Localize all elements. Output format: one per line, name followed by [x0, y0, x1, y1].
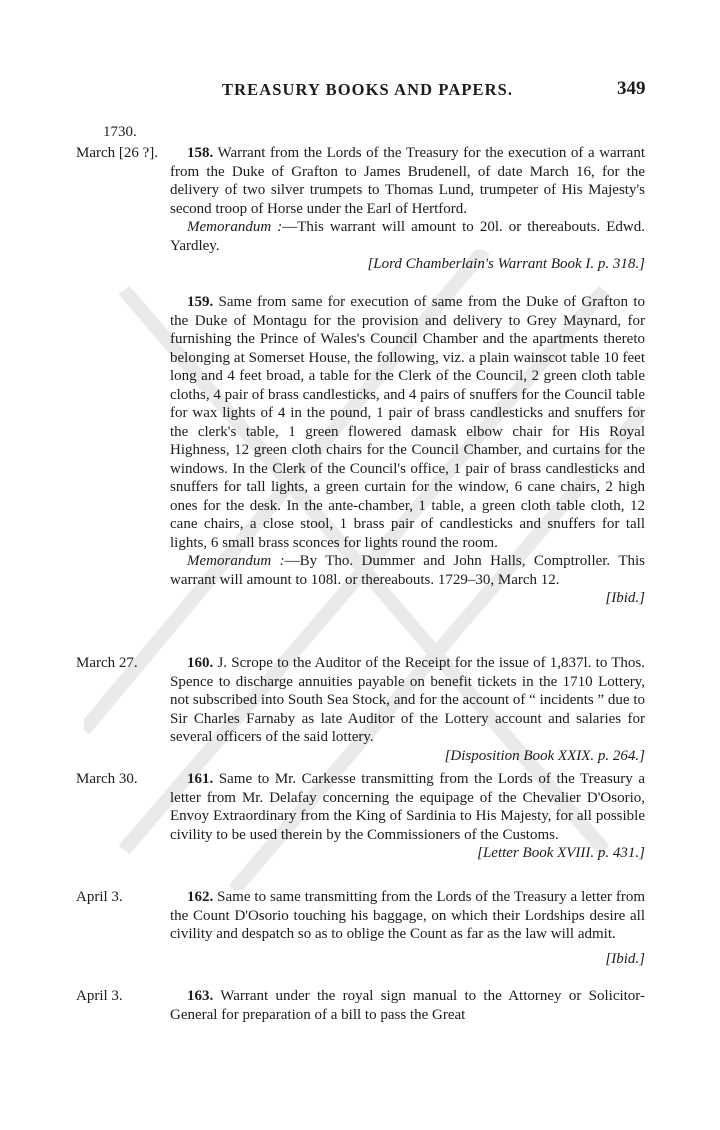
year-marker: 1730. [103, 124, 137, 140]
page-header [0, 76, 720, 106]
entry-text: Same to Mr. Carkesse transmitting from the Lords of the Treasury a letter from Mr. Delafay concerning the equipage of the Chevalier D'Osorio, Envoy Extraordinary from the King of Sardinia to His Majesty, for all possible civility to be used therein by the Commissioners of the Customs. [170, 771, 645, 843]
source-reference: [Lord Chamberlain's Warrant Book I. p. 318.] [367, 256, 645, 272]
entry-body [170, 888, 645, 968]
entry-body [170, 770, 645, 863]
source-reference: [Ibid.] [605, 590, 645, 606]
entry-body [170, 144, 645, 274]
entry-text: Same to same transmitting from the Lords of the Treasury a letter from the Count D'Osorio touching his baggage, on which their Lordships desire all civility and despatch so as to oblige the Count as far as the law will admit. [170, 889, 645, 942]
source-reference: [Letter Book XVIII. p. 431.] [477, 845, 645, 861]
entry-number: 161. [187, 771, 214, 787]
entry-number: 163. [187, 988, 214, 1004]
memo-label: Memorandum : [187, 219, 283, 235]
entry-body [170, 654, 645, 765]
entry-body [170, 987, 645, 1024]
entry-date: March 27. [76, 655, 138, 671]
running-head: TREASURY BOOKS AND PAPERS. [222, 80, 514, 99]
entry-number: 162. [187, 889, 214, 905]
entry-date: March [26 ?]. [76, 145, 159, 161]
entry-number: 159. [187, 294, 214, 310]
source-reference: [Ibid.] [605, 950, 645, 967]
page-number: 349 [617, 78, 646, 99]
entry-text: Warrant from the Lords of the Treasury for the execution of a warrant from the Duke of Grafton to James Brudenell, of date March 16, for the delivery of two silver trumpets to Thomas Lund, trumpeter of His Majesty's second troop of Horse under the Earl of Hertford. [170, 145, 645, 217]
memo-text: —By Tho. Dummer and John Halls, Comptroller. This warrant will amount to 108l. or thereabouts. 1729–30, March 12. [170, 553, 645, 588]
entry-number: 160. [187, 655, 214, 671]
entry-text: Same from same for execution of same from the Duke of Grafton to the Duke of Montagu for the provision and delivery to Grey Maynard, for furnishing the Prince of Wales's Council Chamber and the apartments thereto belonging at Somerset House, the following, viz. a plain wainscot table 10 feet long and 4 feet broad, a table for the Clerk of the Council, 2 green cloth table cloths, 4 pair of brass candlesticks, and 4 pairs of snuffers for the Council table for wax lights of 4 in the pound, 1 pair of brass candlesticks and snuffers for the clerk's table, 1 green flowered damask elbow chair for His Royal Highness, 12 green cloth chairs for the Council Chamber, and curtains for the windows. In the Clerk of the Council's office, 1 pair of brass candlesticks and snuffers for tall lights, a green curtain for the window, 6 cane chairs, 2 high ones for the desk. In the ante-chamber, 1 table, a green cloth table cloth, 12 cane chairs, a close stool, 1 brass pair of candlesticks and snuffers for tall lights, 6 small brass sconces for lights round the room. [170, 294, 645, 551]
memo-label: Memorandum : [187, 553, 285, 569]
entry-text: J. Scrope to the Auditor of the Receipt for the issue of 1,837l. to Thos. Spence to discharge annuities payable on benefit tickets in the 1710 Lottery, not subscribed into South Sea Stock, and for the account of “ incidents ” due to Sir Charles Farnaby as late Auditor of the Lottery account and salaries for several officers of the said lottery. [170, 655, 645, 745]
memo-text: —This warrant will amount to 20l. or thereabouts. Edwd. Yardley. [170, 219, 645, 254]
entry-text: Warrant under the royal sign manual to the Attorney or Solicitor-General for preparation of a bill to pass the Great [170, 988, 645, 1023]
entry-date: March 30. [76, 771, 138, 787]
source-reference: [Disposition Book XXIX. p. 264.] [444, 747, 645, 764]
entry-date: April 3. [76, 889, 123, 905]
entry-body [170, 293, 645, 608]
entry-date: April 3. [76, 988, 123, 1004]
entry-number: 158. [187, 145, 214, 161]
